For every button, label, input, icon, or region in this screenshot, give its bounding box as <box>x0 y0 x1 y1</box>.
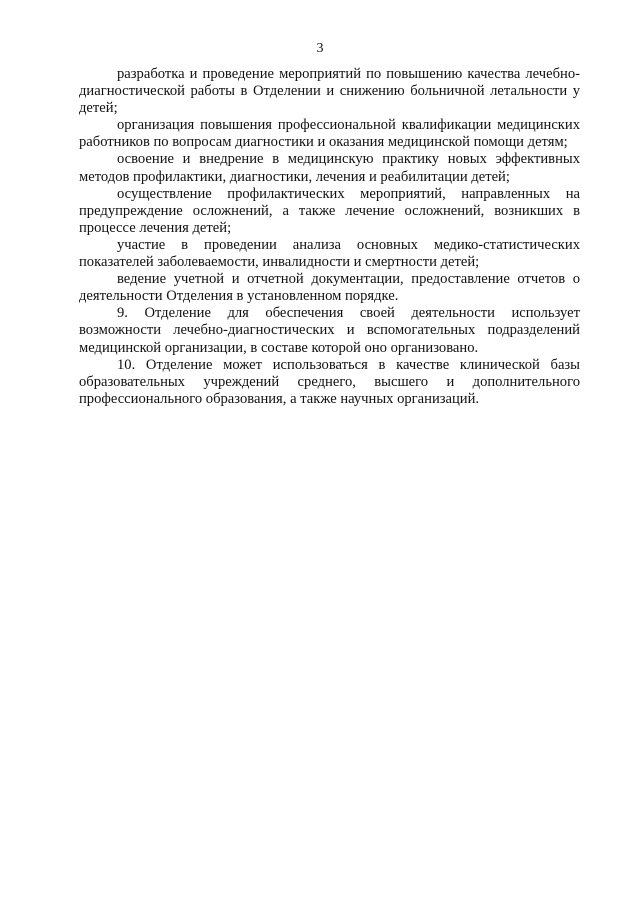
page-number: 3 <box>316 41 324 56</box>
paragraph-staff-qualification: организация повышения профессиональной квалификации медицинских работников по вопросам диагностики и оказания медицинской помощи детям; <box>79 117 580 151</box>
paragraph-prevention: осуществление профилактических мероприятий, направленных на предупреждение осложнений, а также лечение осложнений, возникших в процессе лечения детей; <box>79 185 580 236</box>
paragraph-statistics-analysis: участие в проведении анализа основных медико-статистических показателей заболеваемости, инвалидности и смертности детей; <box>79 236 580 271</box>
paragraph-treatment-quality: разработка и проведение мероприятий по повышению качества лечебно-диагностической работы в Отделении и снижению больничной летальности у детей; <box>79 66 580 117</box>
paragraph-clause-10: 10. Отделение может использоваться в качестве клинической базы образовательных учреждений среднего, высшего и дополнительного профессионального образования, а также научных организаций. <box>79 356 580 407</box>
paragraph-clause-9: 9. Отделение для обеспечения своей деятельности использует возможности лечебно-диагностических и вспомогательных подразделений медицинской организации, в составе которой оно организовано. <box>79 305 580 356</box>
paragraph-documentation: ведение учетной и отчетной документации, предоставление отчетов о деятельности Отделения в установленном порядке. <box>79 271 580 305</box>
paragraph-new-methods: освоение и внедрение в медицинскую практику новых эффективных методов профилактики, диагностики, лечения и реабилитации детей; <box>79 151 580 185</box>
document-body <box>79 66 580 408</box>
